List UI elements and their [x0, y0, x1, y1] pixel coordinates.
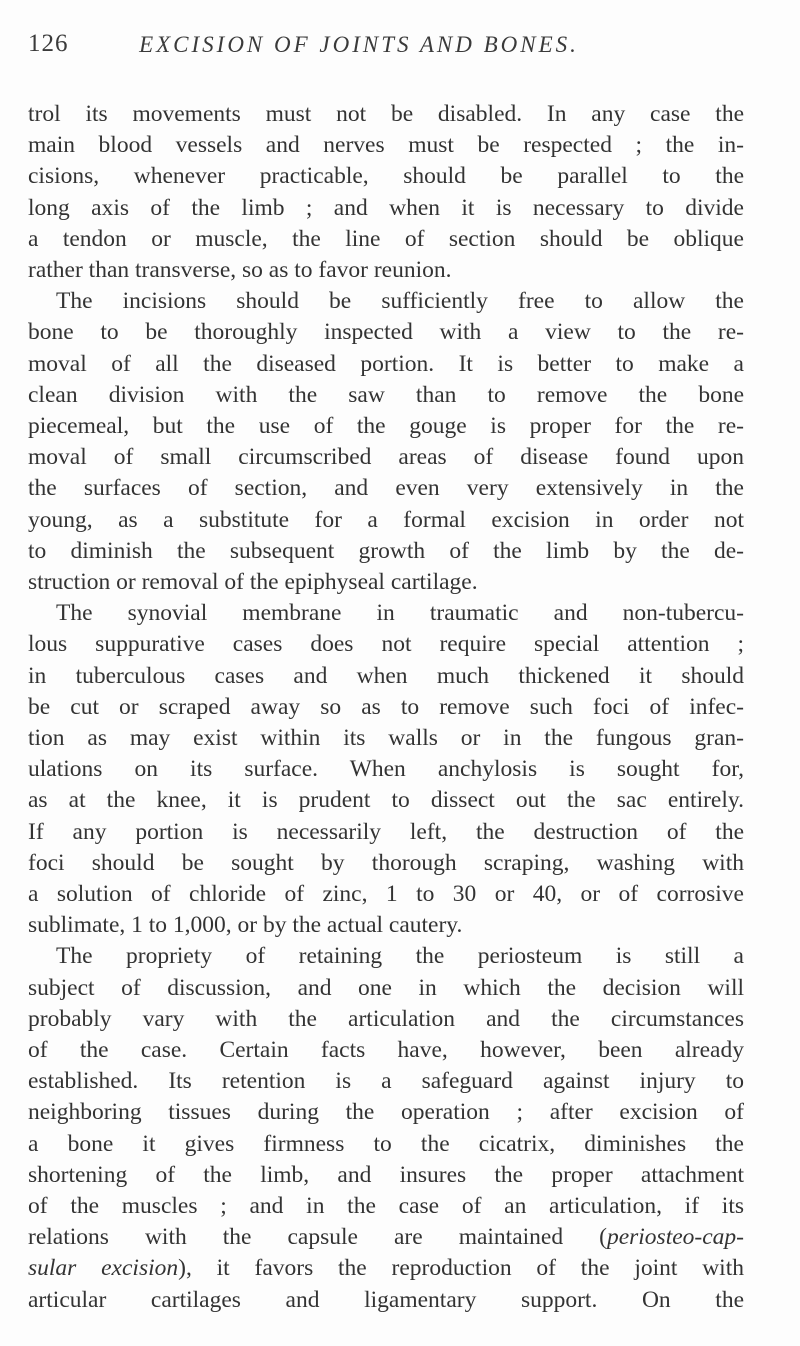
text-line: young, as a substitute for a formal excision in order not — [28, 506, 744, 533]
text-line: sular excision), it favors the reproduction of the joint with — [28, 1255, 744, 1282]
italic-term: sular excision — [28, 1255, 179, 1282]
italic-term: periosteo-cap- — [606, 1224, 744, 1251]
text-line: sublimate, 1 to 1,000, or by the actual cautery. — [28, 912, 463, 939]
text-line: established. Its retention is a safeguard against injury to — [28, 1068, 744, 1095]
text-line: rather than transverse, so as to favor reunion. — [28, 257, 452, 283]
text-line: of the muscles ; and in the case of an articulation, if its — [28, 1193, 744, 1219]
text-line: struction or removal of the epiphyseal cartilage. — [28, 569, 478, 595]
text-line: a tendon or muscle, the line of section should be oblique — [28, 225, 744, 252]
text-line: a bone it gives firmness to the cicatrix, diminishes the — [28, 1130, 744, 1157]
text-line: moval of all the diseased portion. It is better to make a — [28, 350, 744, 377]
text-line: The synovial membrane in traumatic and non-tubercu- — [56, 600, 744, 627]
text-line: foci should be sought by thorough scraping, washing with — [28, 849, 744, 876]
text-line: as at the knee, it is prudent to dissect out the sac entirely. — [28, 787, 744, 814]
page-number: 126 — [28, 30, 69, 57]
text-line: lous suppurative cases does not require special attention ; — [28, 631, 744, 658]
text-line: ulations on its surface. When anchylosis is sought for, — [28, 756, 744, 783]
text-line: shortening of the limb, and insures the proper attachment — [28, 1161, 744, 1188]
text-line: tion as may exist within its walls or in the fungous gran- — [28, 725, 744, 751]
text-line: subject of discussion, and one in which the decision will — [28, 974, 744, 1001]
text-line: clean division with the saw than to remove the bone — [28, 381, 744, 408]
text-line: The incisions should be sufficiently free to allow the — [56, 288, 744, 315]
text-line: If any portion is necessarily left, the destruction of the — [28, 818, 744, 845]
text-line: moval of small circumscribed areas of disease found upon — [28, 444, 744, 471]
text-line: bone to be thoroughly inspected with a view to the re- — [28, 319, 744, 346]
text-line: main blood vessels and nerves must be respected ; the in- — [28, 132, 744, 159]
text-line: in tuberculous cases and when much thickened it should — [28, 662, 744, 689]
text-line: a solution of chloride of zinc, 1 to 30 or 40, or of corrosive — [28, 881, 744, 907]
text-line: articular cartilages and ligamentary support. On the — [28, 1286, 744, 1313]
running-title: EXCISION OF JOINTS AND BONES. — [139, 32, 579, 57]
text-line: cisions, whenever practicable, should be parallel to the — [28, 163, 744, 190]
text-line: The propriety of retaining the periosteum is still a — [56, 943, 744, 970]
text-line: probably vary with the articulation and the circumstances — [28, 1005, 744, 1032]
text-line: of the case. Certain facts have, however, been already — [28, 1037, 744, 1063]
text-line: the surfaces of section, and even very extensively in the — [28, 475, 744, 502]
text-line: trol its movements must not be disabled. In any case the — [28, 101, 744, 127]
text-line: neighboring tissues during the operation ; after excision of — [28, 1099, 744, 1126]
text-line: long axis of the limb ; and when it is necessary to divide — [28, 194, 744, 221]
text-line: to diminish the subsequent growth of the limb by the de- — [28, 537, 744, 564]
text-line: relations with the capsule are maintained (periosteo-cap- — [28, 1224, 744, 1251]
text-line: piecemeal, but the use of the gouge is proper for the re- — [28, 413, 744, 439]
text-line: be cut or scraped away so as to remove such foci of infec- — [28, 693, 744, 720]
